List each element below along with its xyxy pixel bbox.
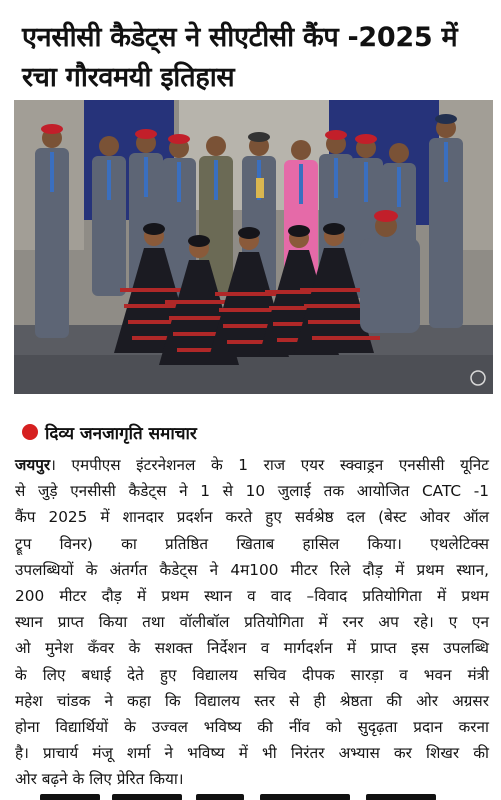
dateline: जयपुर bbox=[15, 456, 51, 474]
article-body bbox=[15, 452, 489, 793]
body-line: उपलब्धियों के अंतर्गत कैडेट्स ने 4म100 मीटर रिले दौड़ में प्रथम स्थान, bbox=[15, 560, 489, 579]
headline-line-1: एनसीसी कैडेट्स ने सीएटीसी कैंप -2025 में bbox=[22, 22, 458, 53]
source-line bbox=[22, 420, 197, 444]
body-line: के लिए बधाई देते हुए विद्यालय सचिव दीपक सारड़ा व भवन मंत्री bbox=[15, 665, 489, 684]
body-line: है। प्राचार्य मंजू शर्मा ने भविष्य में भी निरंतर अभ्यास कर शिखर की bbox=[15, 744, 489, 763]
body-line: महेश चांडक ने कहा कि विद्यालय स्तर से ही श्रेष्ठता की ओर अग्रसर bbox=[15, 691, 489, 710]
body-line: होना विद्यार्थियों के उज्वल भविष्य की नींव को सुदृढ़ता प्रदान करना bbox=[15, 718, 489, 737]
body-line: स्थान प्राप्त किया तथा वॉलीबॉल प्रतियोगिता में रनर अप रहे। ए एन bbox=[15, 613, 489, 632]
source-name: दिव्य जनजागृति समाचार bbox=[45, 423, 197, 444]
group-photo-illustration bbox=[14, 100, 493, 394]
body-line: ओ मुनेश कँवर के सशक्त निर्देशन व मार्गदर्शन में प्राप्त इस उपलब्धि bbox=[15, 639, 489, 658]
cadet-figure bbox=[92, 136, 126, 296]
body-line: 200 मीटर दौड़ में प्रथम स्थान व वाद –विवाद प्रतियोगिता में प्रथम bbox=[15, 587, 489, 606]
body-line: से जुड़े एनसीसी कैडेट्स ने 1 से 10 जुलाई तक आयोजित CATC -1 bbox=[15, 482, 489, 501]
body-line: कैंप 2025 में शानदार प्रदर्शन करते हुए सर्वश्रेष्ठ दल (बेस्ट ओवर ऑल bbox=[15, 508, 489, 527]
group-photo bbox=[14, 100, 493, 394]
body-line: ट्रूप विनर) का प्रतिष्ठित खिताब हासिल किया। एथलेटिक्स bbox=[15, 534, 489, 553]
cadet-figure bbox=[429, 114, 463, 328]
body-first-text: । एमपीएस इंटरनेशनल के 1 राज एयर स्क्वाड्रन एनसीसी यूनिट bbox=[50, 456, 489, 474]
body-line: ओर बढ़ने के लिए प्रेरित किया। bbox=[15, 770, 184, 789]
headline-line-2: रचा गौरवमयी इतिहास bbox=[22, 62, 235, 93]
red-dot-icon bbox=[22, 424, 38, 440]
body-line-1 bbox=[15, 452, 489, 478]
headline bbox=[22, 18, 492, 98]
next-article-headline-clipped bbox=[20, 788, 490, 800]
cadet-figure bbox=[35, 124, 69, 338]
